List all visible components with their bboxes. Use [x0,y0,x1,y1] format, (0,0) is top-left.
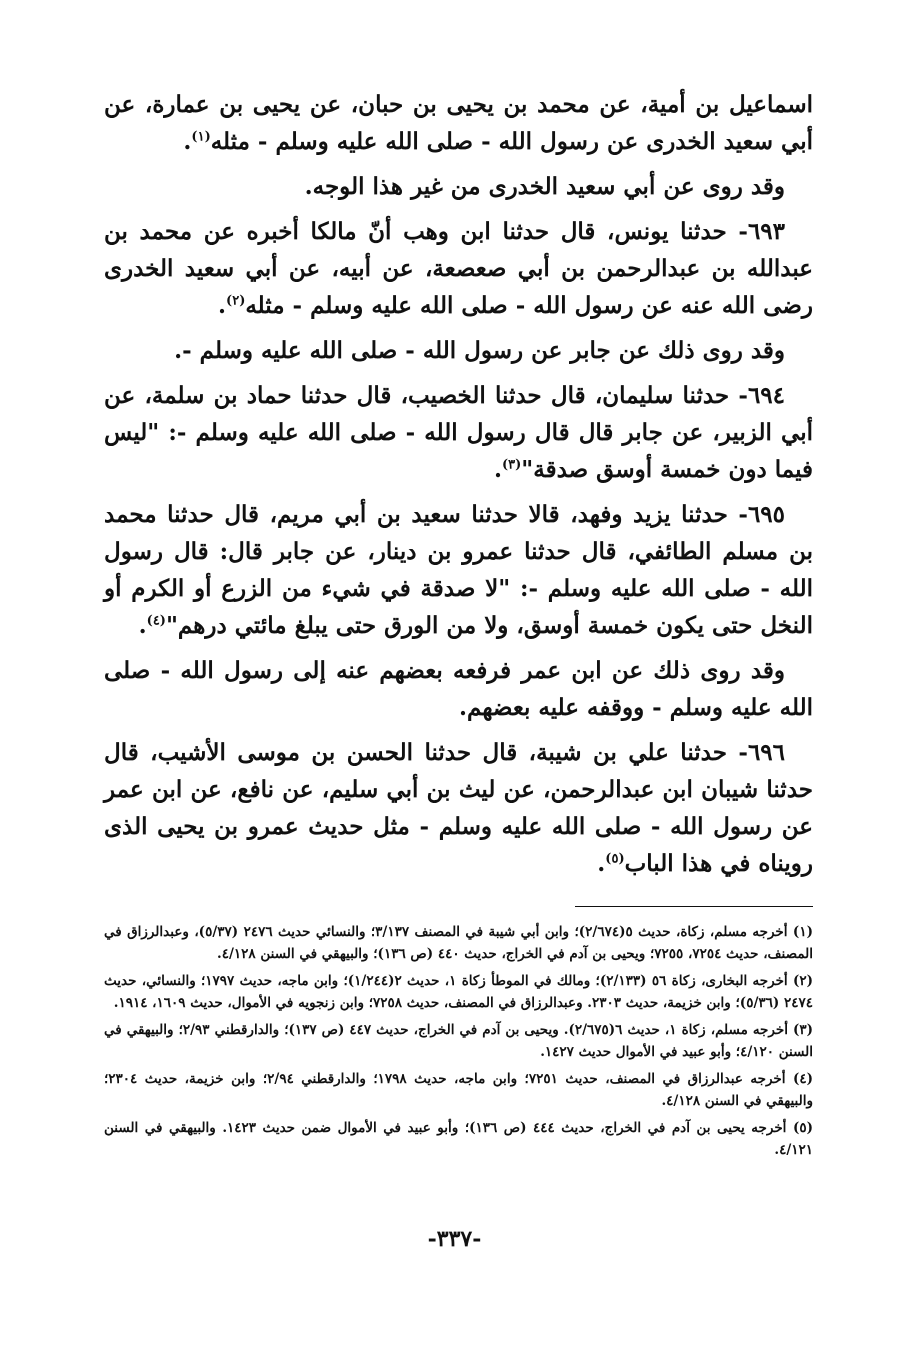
footnote-ref[interactable]: (٤) [146,613,166,629]
main-text [104,86,813,882]
footnotes [104,921,813,1161]
paragraph: وقد روى ذلك عن جابر عن رسول الله - صلى الله عليه وسلم -. [174,337,785,364]
footnote-4: (٤) أخرجه عبدالرزاق في المصنف، حديث ٧٢٥١؛ وابن ماجه، حديث ١٧٩٨؛ والدارقطني ٢/٩٤؛ وابن خزيمة، حديث ٢٣٠٤؛ والبيهقي في السنن ٤/١٢٨. [104,1071,813,1109]
footnote-ref[interactable]: (١) [191,129,211,145]
hadith-693: ٦٩٣- حدثنا يونس، قال حدثنا ابن وهب أنّ مالكا أخبره عن محمد بن عبدالله بن عبدالرحمن بن أبي صعصعة، عن أبيه، عن أبي سعيد الخدرى رضى الله عنه عن رسول الله - صلى الله عليه وسلم - مثله$^{(٢)}$. [104,218,813,319]
hadith-694: ٦٩٤- حدثنا سليمان، قال حدثنا الخصيب، قال حدثنا حماد بن سلمة، عن أبي الزبير، عن جابر قال قال رسول الله - صلى الله عليه وسلم -: "ليس فيما دون خمسة أوسق صدقة"$^{(٣)}$. [104,382,813,483]
footnote-2: (٢) أخرجه البخارى، زكاة ٥٦ (٢/١٣٣)؛ ومالك في الموطأ زكاة ١، حديث ٢(١/٢٤٤)؛ وابن ماجه، حديث ١٧٩٧؛ والنسائي، حديث ٢٤٧٤ (٥/٣٦)؛ وابن خزيمة، حديث ٢٣٠٣. وعبدالرزاق في المصنف، حديث ٧٢٥٨؛ وابن زنجويه في الأموال، حديث ١٦٠٩، ١٩١٤. [104,973,814,1011]
footnote-5: (٥) أخرجه يحيى بن آدم في الخراج، حديث ٤٤٤ (ص ١٣٦)؛ وأبو عبيد في الأموال ضمن حديث ١٤٢٣. والبيهقي في السنن ٤/١٢١. [104,1120,813,1158]
paragraph: وقد روى ذلك عن ابن عمر فرفعه بعضهم عنه إلى رسول الله - صلى الله عليه وسلم - ووقفه عليه بعضهم. [104,657,813,721]
footnote-3: (٣) أخرجه مسلم، زكاة ١، حديث ٦(٢/٦٧٥). ويحيى بن آدم في الخراج، حديث ٤٤٧ (ص ١٣٧)؛ والدارقطني ٢/٩٣؛ والبيهقي في السنن ٤/١٢٠؛ وأبو عبيد في الأموال حديث ١٤٢٧. [104,1022,814,1060]
footnote-ref[interactable]: (٢) [226,293,246,309]
paragraph: وقد روى عن أبي سعيد الخدرى من غير هذا الوجه. [304,173,785,200]
page-number: -٣٣٧- [427,1226,482,1252]
hadith-695: ٦٩٥- حدثنا يزيد وفهد، قالا حدثنا سعيد بن أبي مريم، قال حدثنا محمد بن مسلم الطائفي، قال حدثنا عمرو بن دينار، عن جابر قال: قال رسول الله - صلى الله عليه وسلم -: "لا صدقة في شيء من الزرع أو الكرم أو النخل حتى يكون خمسة أوسق، ولا من الورق حتى يبلغ مائتي درهم"$^{(٤)}$. [104,501,813,639]
paragraph: اسماعيل بن أمية، عن محمد بن يحيى بن حبان، عن يحيى بن عمارة، عن أبي سعيد الخدرى عن رسول الله - صلى الله عليه وسلم - مثله$^{(١)}$. [104,91,813,155]
footnote-ref[interactable]: (٣) [501,457,522,473]
hadith-696: ٦٩٦- حدثنا علي بن شيبة، قال حدثنا الحسن بن موسى الأشيب، قال حدثنا شيبان ابن عبدالرحمن، عن ليث بن أبي سليم، عن نافع، عن ابن عمر عن رسول الله - صلى الله عليه وسلم - مثل حديث عمرو بن يحيى الذى رويناه في هذا الباب$^{(٥)}$. [104,739,813,877]
footnote-ref[interactable]: (٥) [605,851,625,867]
footnote-divider [575,906,813,907]
footnote-1: (١) أخرجه مسلم، زكاة، حديث ٥(٢/٦٧٤)؛ وابن أبي شيبة في المصنف ٣/١٣٧؛ والنسائي حديث ٢٤٧٦ (٥/٣٧)، وعبدالرزاق في المصنف، حديث ٧٢٥٤، ٧٢٥٥؛ ويحيى بن آدم في الخراج، حديث ٤٤٠ (ص ١٣٦)؛ والبيهقي في السنن ٤/١٢٨. [104,924,813,962]
